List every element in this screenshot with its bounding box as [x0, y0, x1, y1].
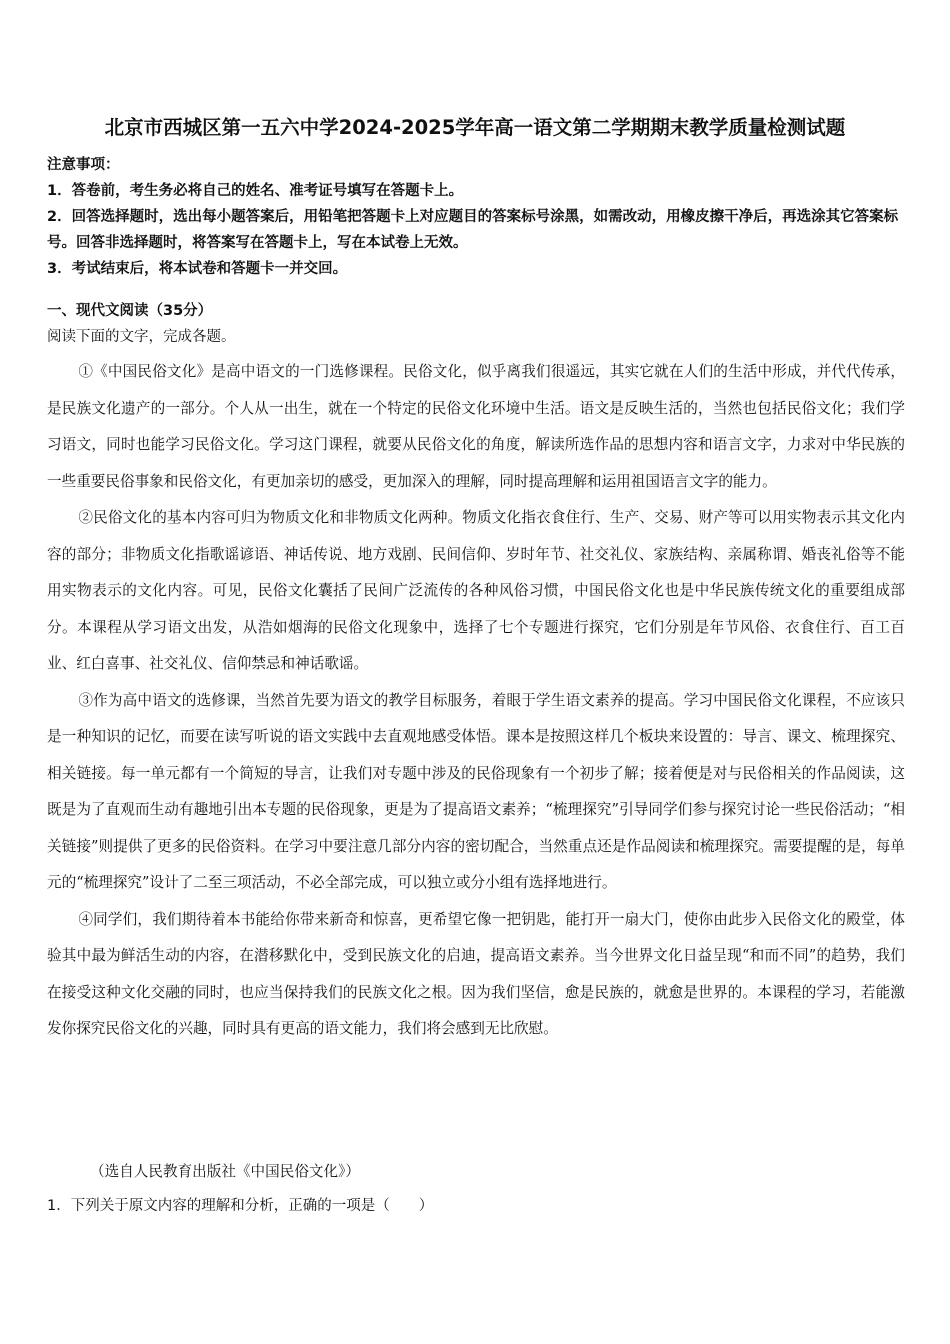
reading-passage [47, 354, 905, 1048]
passage-paragraph: ②民俗文化的基本内容可归为物质文化和非物质文化两种。物质文化指衣食住行、生产、交易、财产等可以用实物表示其文化内容的部分；非物质文化指歌谣谚语、神话传说、地方戏剧、民间信仰、岁时年节、社交礼仪、家族结构、亲属称谓、婚丧礼俗等不能用实物表示的文化内容。可见，民俗文化囊括了民间广泛流传的各种风俗习惯，中国民俗文化也是中华民族传统文化的重要组成部分。本课程从学习语文出发，从浩如烟海的民俗文化现象中，选择了七个专题进行探究，它们分别是年节风俗、衣食住行、百工百业、红白喜事、社交礼仪、信仰禁忌和神话歌谣。 [47, 509, 905, 672]
passage-source: （选自人民教育出版社《中国民俗文化》） [90, 1163, 360, 1180]
notes-block [47, 152, 907, 282]
page-title: 北京市西城区第一五六中学2024-2025学年高一语文第二学期期末教学质量检测试题 [104, 116, 846, 139]
section-heading: 一、现代文阅读（35分） [47, 303, 213, 319]
passage-paragraph: ①《中国民俗文化》是高中语文的一门选修课程。民俗文化，似乎离我们很遥远，其实它就在人们的生活中形成，并代代传承，是民族文化遗产的一部分。个人从一出生，就在一个特定的民俗文化环境中生活。语文是反映生活的，当然也包括民俗文化；我们学习语文，同时也能学习民俗文化。学习这门课程，就要从民俗文化的角度，解读所选作品的思想内容和语言文字，力求对中华民族的一些重要民俗事象和民俗文化，有更加亲切的感受，更加深入的理解，同时提高理解和运用祖国语言文字的能力。 [47, 363, 905, 490]
section-instruction: 阅读下面的文字，完成各题。 [47, 329, 236, 345]
notes-heading: 注意事项： [47, 157, 120, 173]
notes-item: 1．答卷前，考生务必将自己的姓名、准考证号填写在答题卡上。 [47, 183, 464, 199]
passage-paragraph: ③作为高中语文的选修课，当然首先要为语文的教学目标服务，着眼于学生语文素养的提高。学习中国民俗文化课程，不应该只是一种知识的记忆，而要在读写听说的语文实践中去直观地感受体悟。课本是按照这样几个板块来设置的：导言、课文、梳理探究、相关链接。每一单元都有一个简短的导言，让我们对专题中涉及的民俗现象有一个初步了解；接着便是对与民俗相关的作品阅读，这既是为了直观而生动有趣地引出本专题的民俗现象，更是为了提高语文素养；“梳理探究”引导同学们参与探究讨论一些民俗活动；“相关链接”则提供了更多的民俗资料。在学习中要注意几部分内容的密切配合，当然重点还是作品阅读和梳理探究。需要提醒的是，每单元的“梳理探究”设计了二至三项活动，不必全部完成，可以独立或分小组有选择地进行。 [47, 691, 905, 891]
passage-paragraph: ④同学们，我们期待着本书能给你带来新奇和惊喜，更希望它像一把钥匙，能打开一扇大门，使你由此步入民俗文化的殿堂，体验其中最为鲜活生动的内容，在潜移默化中，受到民族文化的启迪，提高语文素养。当今世界文化日益呈现“和而不同”的趋势，我们在接受这种文化交融的同时，也应当保持我们的民族文化之根。因为我们坚信，愈是民族的，就愈是世界的。本课程的学习，若能激发你探究民俗文化的兴趣，同时具有更高的语文能力，我们将会感到无比欣慰。 [47, 910, 905, 1037]
section-header [47, 298, 907, 350]
notes-item: 2．回答选择题时，选出每小题答案后，用铅笔把答题卡上对应题目的答案标号涂黑，如需改动，用橡皮擦干净后，再选涂其它答案标号。回答非选择题时，将答案写在答题卡上，写在本试卷上无效。 [47, 209, 899, 251]
question-1: 1．下列关于原文内容的理解和分析，正确的一项是（ ） [47, 1198, 434, 1214]
notes-item: 3．考试结束后，将本试卷和答题卡一并交回。 [47, 261, 348, 277]
